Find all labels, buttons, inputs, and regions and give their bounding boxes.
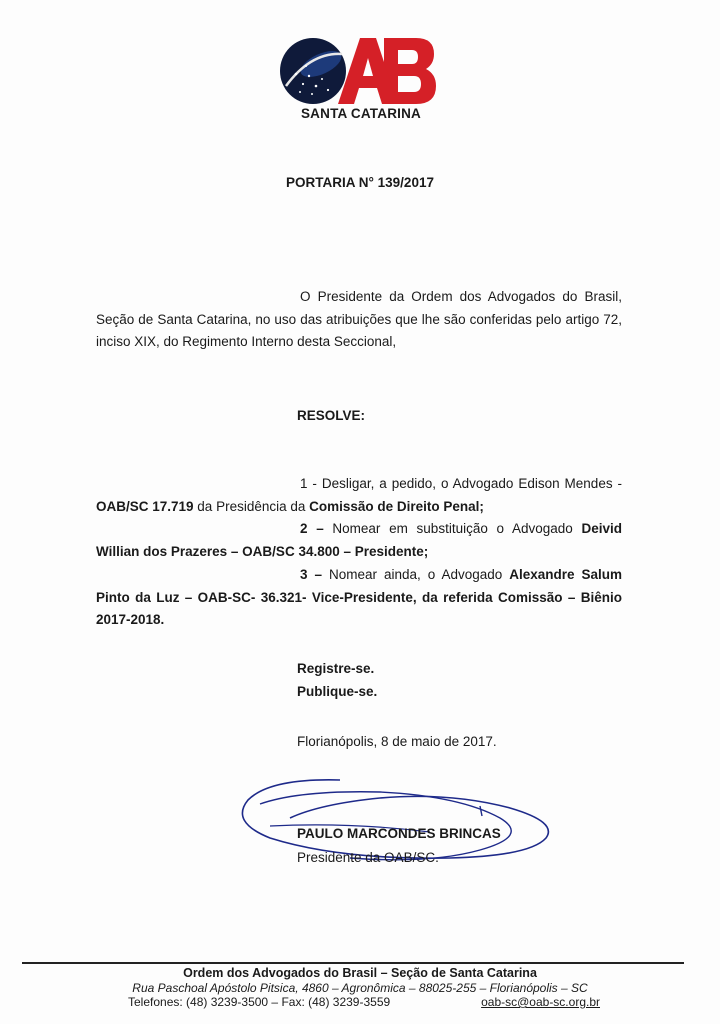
intro-paragraph: O Presidente da Ordem dos Advogados do Brasil, Seção de Santa Catarina, no uso das atribuições que lhe são conferidas pelo artigo 72, inciso XIX, do Regimento Interno desta Seccional, [96, 289, 622, 349]
signer-name: PAULO MARCONDES BRINCAS [297, 826, 501, 841]
item-2-paragraph [96, 518, 622, 563]
item-3-paragraph [96, 564, 622, 632]
item-3-number: 3 – [300, 567, 329, 582]
item-3-appointee: Alexandre Salum Pinto da Luz – OAB-SC- 36.321- Vice-Presidente, da referida Comissão – Biênio 2017-2018. [96, 567, 622, 627]
item-1-registration: OAB/SC 17.719 [96, 498, 194, 514]
publish-line: Publique-se. [297, 684, 378, 699]
footer-email-link[interactable]: oab-sc@oab-sc.org.br [481, 995, 600, 1009]
date-line: Florianópolis, 8 de maio de 2017. [297, 734, 497, 749]
footer-contact [120, 995, 600, 1010]
item-1-text-a: 1 - Desligar, a pedido, o Advogado Edison Mendes - [300, 476, 622, 491]
item-2-appointee: Deivid Willian dos Prazeres – OAB/SC 34.800 – Presidente; [96, 521, 622, 559]
footer-organization: Ordem dos Advogados do Brasil – Seção de Santa Catarina [183, 966, 537, 980]
footer-phones: Telefones: (48) 3239-3500 – Fax: (48) 3239-3559 [128, 995, 391, 1009]
footer-address: Rua Paschoal Apóstolo Pitsica, 4860 – Agronômica – 88025-255 – Florianópolis – SC [132, 980, 588, 995]
item-1-text-c: da Presidência da [193, 498, 310, 514]
footer [0, 966, 720, 1010]
signer-role: Presidente da OAB/SC. [297, 850, 439, 865]
item-1-commission: Comissão de Direito Penal; [309, 498, 484, 514]
oab-logo [276, 34, 446, 124]
item-1-paragraph [96, 473, 622, 518]
footer-divider [22, 962, 684, 964]
logo-subtitle: SANTA CATARINA [300, 106, 422, 121]
item-2-number: 2 – [300, 521, 333, 536]
document-title: PORTARIA N° 139/2017 [286, 175, 434, 190]
oab-logo-graphic [276, 34, 446, 108]
register-line: Registre-se. [297, 661, 375, 676]
item-3-text: Nomear ainda, o Advogado [328, 567, 510, 582]
resolve-heading: RESOLVE: [297, 408, 366, 423]
item-2-text: Nomear em substituição o Advogado [332, 521, 582, 536]
